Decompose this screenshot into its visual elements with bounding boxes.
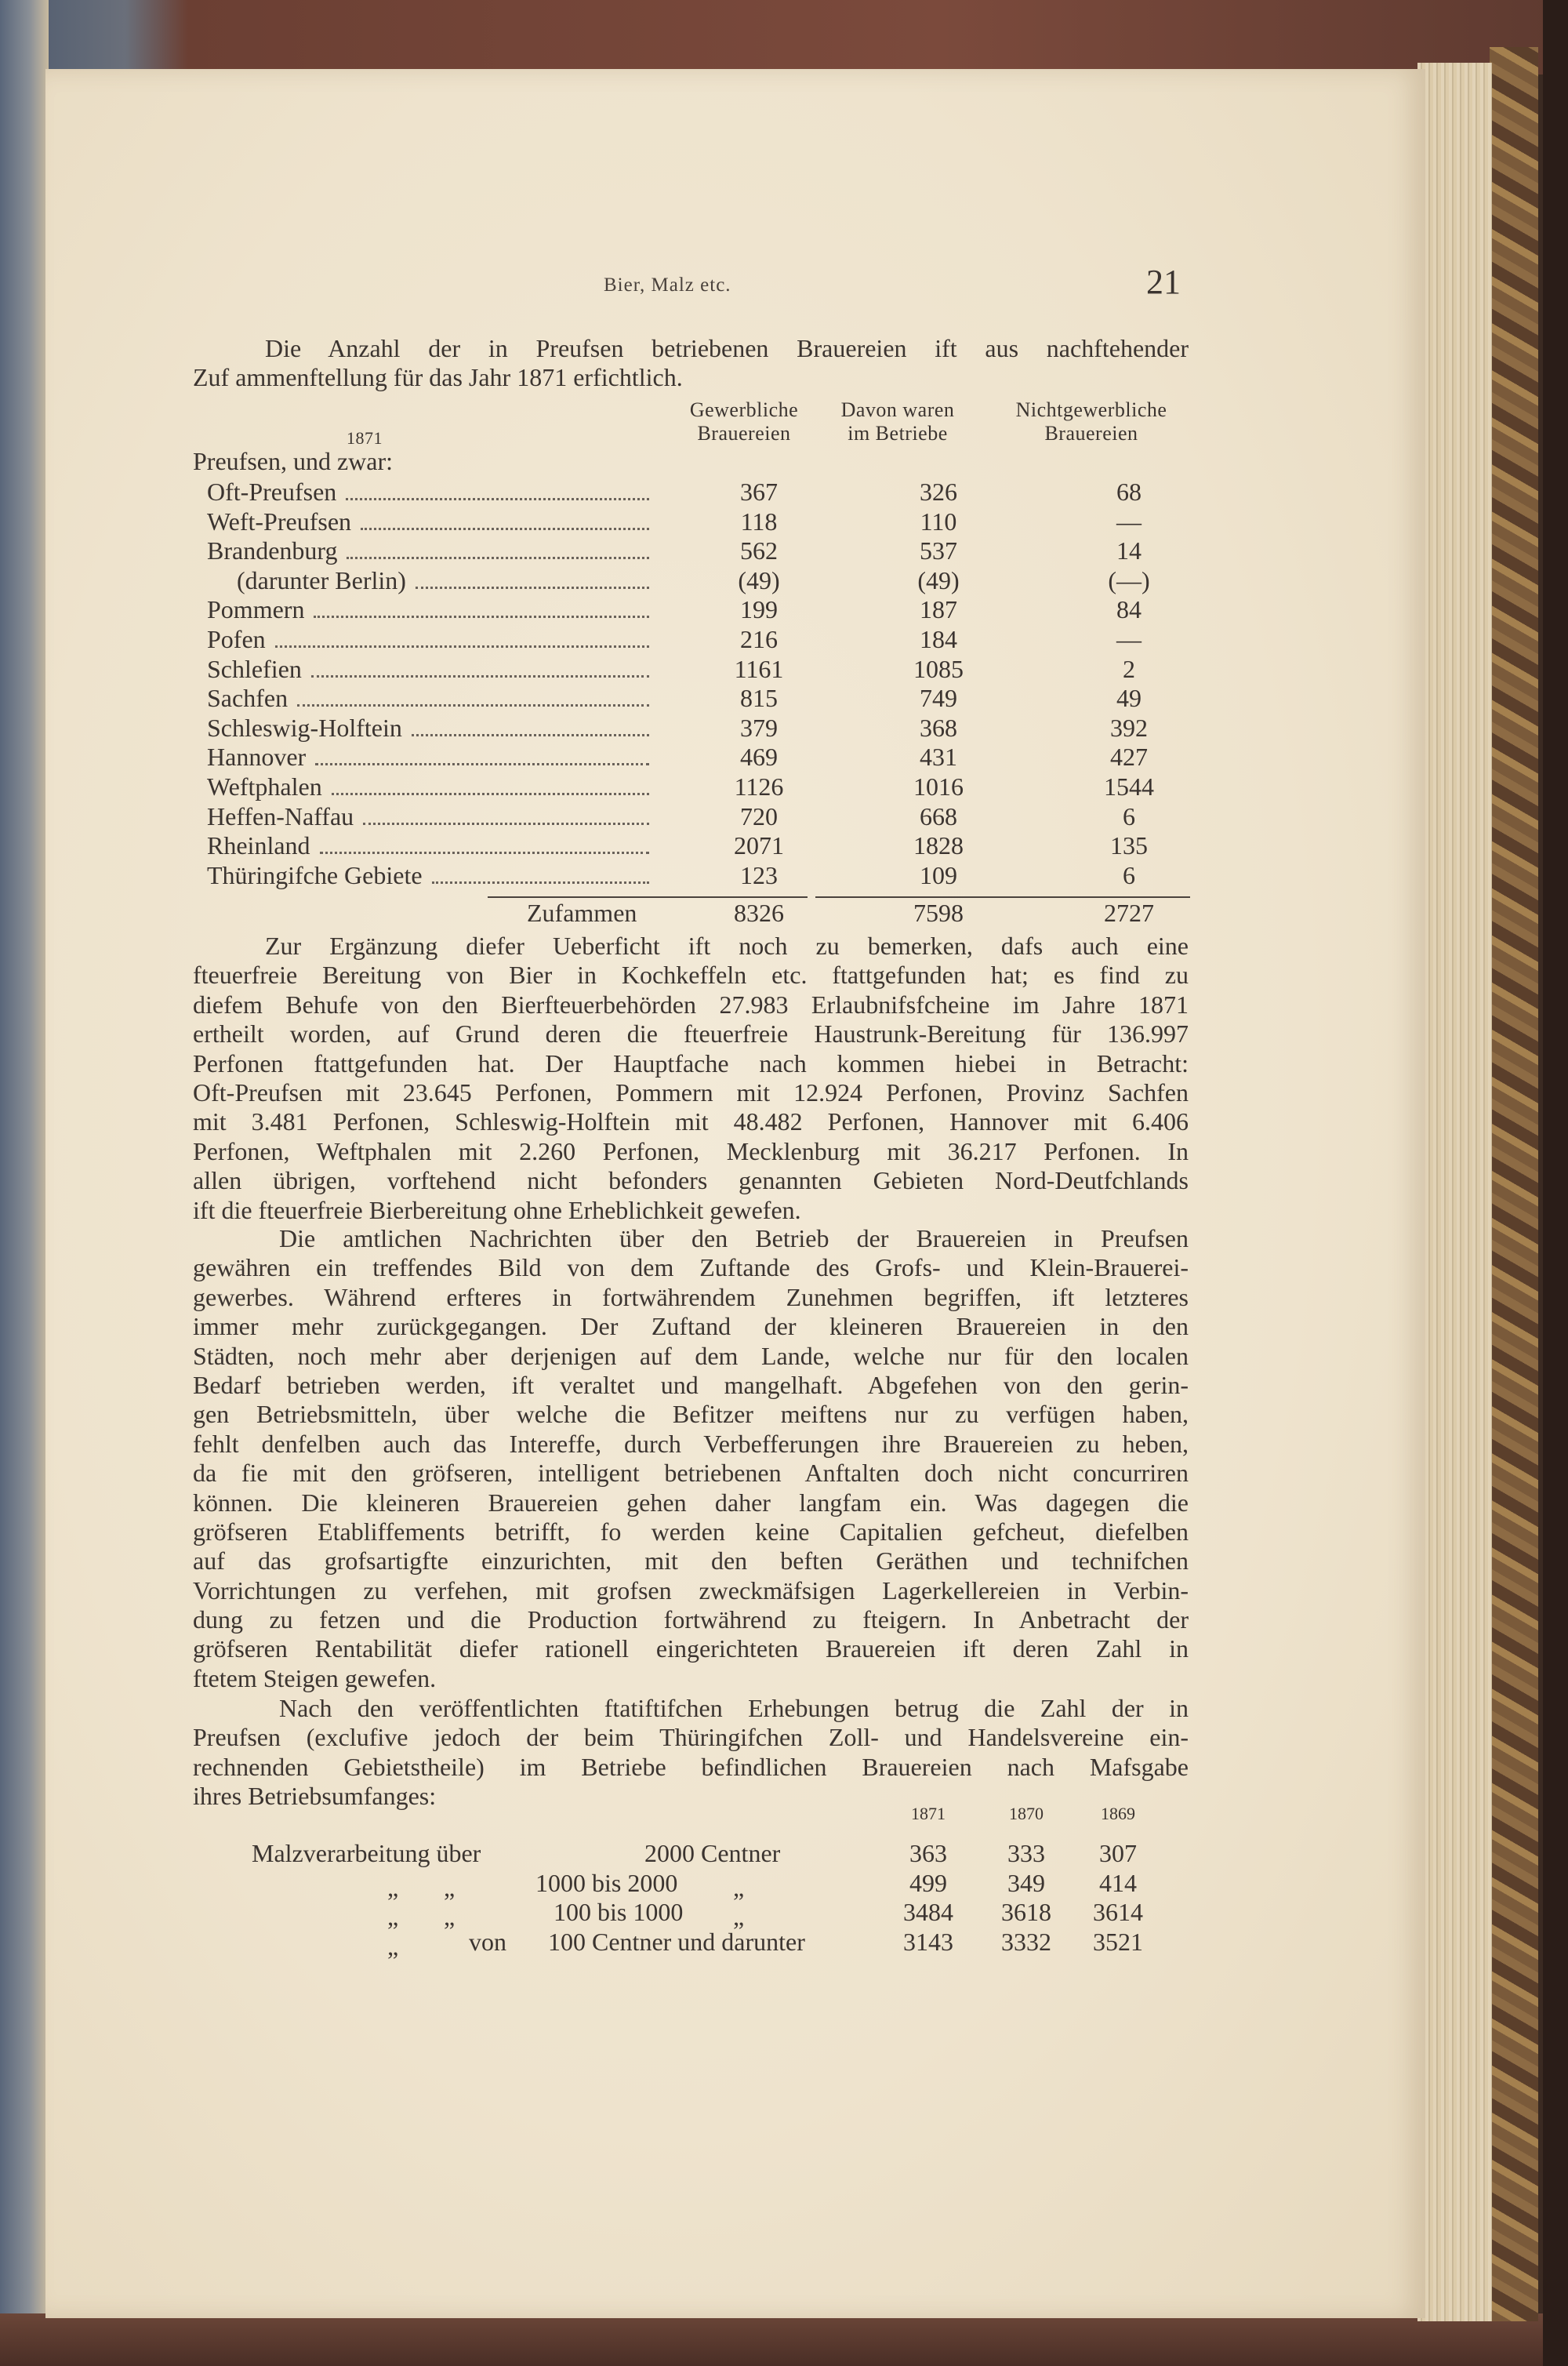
cell-value: 6 (1123, 860, 1135, 889)
cell-value: 392 (1110, 713, 1148, 742)
table-row (0, 1898, 1223, 1931)
text-line: gewerbes. Während erfteres in fortwährendem Zunehmen begriffen, ift letzteres (193, 1282, 1189, 1311)
ditto-mark: „ (444, 1873, 456, 1902)
ditto-mark: „ (733, 1903, 745, 1931)
text-line: Zuf ammenftellung für das Jahr 1871 erfichtlich. (193, 363, 683, 392)
cell-value: 3614 (1093, 1898, 1143, 1926)
cell-value: 3332 (1001, 1927, 1051, 1956)
table-row (0, 714, 1223, 743)
region-name: (darunter Berlin) (237, 565, 406, 594)
cell-value: (49) (917, 565, 960, 594)
year-header: 1871 (911, 1804, 946, 1823)
cell-value: 187 (920, 595, 957, 624)
region-name: Schlefien (207, 654, 302, 683)
leader-dots (314, 616, 649, 618)
book-cover-bottom (0, 2313, 1568, 2366)
region-name: Thüringifche Gebiete (207, 860, 423, 889)
text-line: Die amtlichen Nachrichten über den Betrieb der Brauereien in Preufsen (279, 1224, 1189, 1252)
cell-value: 3618 (1001, 1898, 1051, 1926)
text-line: allen übrigen, vorftehend nicht befonders genannten Gebieten Nord-Deutfchlands (193, 1166, 1189, 1195)
column-header-nichtgewerbliche: Nichtgewerbliche Brauereien (1015, 398, 1167, 445)
running-head: Bier, Malz etc. (604, 274, 731, 296)
region-name: Oft-Preufsen (207, 478, 337, 506)
table-row (0, 625, 1223, 654)
text-line: Nach den veröffentlichten ftatiftifchen Erhebungen betrug die Zahl der in (279, 1694, 1189, 1722)
cell-value: 110 (920, 507, 957, 536)
intro-paragraph (193, 334, 1189, 393)
region-name: Schleswig-Holftein (207, 713, 402, 742)
sum-rule (488, 896, 808, 898)
page-edges (1417, 63, 1492, 2321)
cell-value: — (1116, 507, 1142, 536)
cell-value: 1828 (913, 831, 964, 860)
region-name: Heffen-Naffau (207, 801, 354, 830)
leader-dots (363, 823, 649, 825)
total-value: 7598 (913, 899, 964, 927)
cell-value: 216 (740, 625, 778, 653)
cell-value: 2 (1123, 654, 1135, 683)
paragraph-amtliche-nachrichten (193, 1224, 1189, 1693)
year-header: 1870 (1009, 1804, 1044, 1823)
book-cover-left (0, 0, 49, 2366)
cell-value: 427 (1110, 743, 1148, 772)
ditto-mark: „ (387, 1873, 399, 1902)
marbled-cover-edge (1490, 47, 1538, 2321)
text-line: dung zu fetzen und die Production fortwährend zu fteigern. In Anbetracht der (193, 1605, 1189, 1634)
region-name: Pofen (207, 625, 266, 653)
size-range: 1000 bis 2000 (535, 1868, 678, 1897)
cell-value: (—) (1108, 565, 1150, 594)
cell-value: 1161 (734, 654, 784, 683)
sum-rule (815, 896, 1190, 898)
text-line: gröfseren Rentabilität diefer rationell eingerichteten Brauereien ift deren Zahl in (193, 1634, 1189, 1663)
text-line: Zur Ergänzung diefer Ueberficht ift noch zu bemerken, dafs auch eine (265, 932, 1189, 960)
table-row (0, 684, 1223, 713)
region-name: Weftphalen (207, 772, 322, 801)
cell-value: 1016 (913, 772, 964, 801)
text-line: ftetem Steigen gewefen. (193, 1663, 437, 1692)
table-row (0, 536, 1223, 565)
cell-value: 84 (1116, 595, 1142, 624)
text-line: gen Betriebsmitteln, über welche die Befitzer meiftens nur zu verfügen haben, (193, 1400, 1189, 1429)
text-line: Oft-Preufsen mit 23.645 Perfonen, Pommern mit 12.924 Perfonen, Provinz Sachfen (193, 1078, 1189, 1107)
size-range: 100 Centner und darunter (548, 1927, 805, 1956)
cell-value: 109 (920, 860, 957, 889)
table-row (0, 1839, 1223, 1868)
von-label: von (469, 1927, 506, 1956)
cell-value: 720 (740, 801, 778, 830)
cell-value: — (1116, 625, 1142, 653)
text-line: Perfonen ftattgefunden hat. Der Hauptfache nach kommen hiebei in Betracht: (193, 1049, 1189, 1078)
region-name: Brandenburg (207, 536, 338, 565)
book-cover-top (0, 0, 1568, 75)
cell-value: 199 (740, 595, 778, 624)
table-row (0, 743, 1223, 772)
row-lead: Malzverarbeitung über (252, 1839, 481, 1867)
cell-value: 6 (1123, 801, 1135, 830)
text-line: immer mehr zurückgegangen. Der Zuftand der kleineren Brauereien in den (193, 1312, 1189, 1341)
cell-value: 1544 (1104, 772, 1154, 801)
text-line: auf das grofsartigfte einzurichten, mit den beften Geräthen und technifchen (193, 1546, 1189, 1576)
page-number: 21 (1146, 263, 1181, 301)
text-line: da fie mit den gröfseren, intelligent betriebenen Anftalten doch nicht concurriren (193, 1459, 1189, 1488)
cell-value: 368 (920, 713, 957, 742)
text-line: Vorrichtungen zu verfehen, mit grofsen zweckmäfsigen Lagerkellereien in Verbin- (193, 1576, 1189, 1605)
column-header-gewerbliche: Gewerbliche Brauereien (689, 398, 799, 445)
region-name: Sachfen (207, 684, 289, 713)
leader-dots (311, 675, 649, 678)
leader-dots (361, 528, 649, 530)
total-label: Zufammen (527, 899, 637, 927)
ditto-mark: „ (733, 1873, 745, 1902)
table-row (0, 478, 1223, 507)
table-row (0, 772, 1223, 801)
cell-value: (49) (738, 565, 780, 594)
leader-dots (315, 763, 649, 765)
table-row (0, 1927, 1223, 1961)
cell-value: 307 (1099, 1839, 1137, 1867)
text-line: rechnenden Gebietstheile) im Betriebe befindlichen Brauereien nach Mafsgabe (193, 1752, 1189, 1781)
cell-value: 123 (740, 860, 778, 889)
cell-value: 3484 (903, 1898, 953, 1926)
text-line: ertheilt worden, auf Grund deren die fteuerfreie Haustrunk-Bereitung für 136.997 (193, 1019, 1189, 1049)
table1-total-row (0, 899, 1223, 928)
region-name: Weft-Preufsen (207, 507, 352, 536)
text-line: gröfseren Etabliffements betrifft, fo werden keine Capitalien gefcheut, diefelben (193, 1517, 1189, 1546)
cell-value: 14 (1116, 536, 1142, 565)
size-range: 100 bis 1000 (554, 1898, 684, 1926)
cell-value: 469 (740, 743, 778, 772)
cell-value: 414 (1099, 1868, 1137, 1897)
cell-value: 499 (909, 1868, 947, 1897)
text-line: mit 3.481 Perfonen, Schleswig-Holftein mit 48.482 Perfonen, Hannover mit 6.406 (193, 1107, 1189, 1136)
cell-value: 326 (920, 478, 957, 506)
table-row (0, 1868, 1223, 1902)
text-line: gewähren ein treffendes Bild von dem Zuftande des Grofs- und Klein-Brauerei- (193, 1253, 1189, 1282)
text-line: fehlt denfelben auch das Intereffe, durch Verbefferungen ihre Brauereien zu heben, (193, 1429, 1189, 1458)
text-line: diefem Behufe von den Bierfteuerbehörden 27.983 Erlaubnifsfcheine im Jahre 1871 (193, 990, 1189, 1019)
cell-value: 749 (920, 684, 957, 713)
table1-group-label: Preufsen, und zwar: (193, 447, 394, 475)
leader-dots (275, 645, 649, 648)
ditto-mark: „ (387, 1932, 399, 1961)
text-line: Städten, noch mehr aber derjenigen auf dem Lande, welche nur für den localen (193, 1341, 1189, 1370)
leader-dots (416, 587, 649, 589)
text-line: Preufsen (exclufive jedoch der beim Thüringifchen Zoll- und Handelsvereine ein- (193, 1723, 1189, 1752)
text-line: Bedarf betrieben werden, ift veraltet und mangelhaft. Abgefehen von den gerin- (193, 1370, 1189, 1399)
text-line: ift die fteuerfreie Bierbereitung ohne Erheblichkeit gewefen. (193, 1195, 801, 1224)
cell-value: 562 (740, 536, 778, 565)
cell-value: 815 (740, 684, 778, 713)
region-name: Hannover (207, 743, 307, 772)
text-line: Die Anzahl der in Preufsen betriebenen Brauereien ift aus nachftehender (265, 334, 1189, 362)
leader-dots (320, 852, 649, 854)
cell-value: 3143 (903, 1927, 953, 1956)
cell-value: 367 (740, 478, 778, 506)
region-name: Rheinland (207, 831, 310, 860)
year-header: 1869 (1101, 1804, 1135, 1823)
total-value: 2727 (1104, 899, 1154, 927)
cell-value: 1126 (734, 772, 784, 801)
leader-dots (332, 793, 649, 795)
ditto-mark: „ (444, 1903, 456, 1931)
table-row (0, 861, 1223, 890)
cell-value: 349 (1007, 1868, 1045, 1897)
cell-value: 68 (1116, 478, 1142, 506)
cell-value: 1085 (913, 654, 964, 683)
table-row (0, 831, 1223, 860)
table1-year-label: 1871 (347, 428, 383, 448)
cell-value: 49 (1116, 684, 1142, 713)
cell-value: 3521 (1093, 1927, 1143, 1956)
leader-dots (412, 734, 649, 736)
cell-value: 118 (740, 507, 778, 536)
column-header-im-betriebe: Davon waren im Betriebe (840, 398, 955, 445)
text-line: Perfonen, Weftphalen mit 2.260 Perfonen, Mecklenburg mit 36.217 Perfonen. In (193, 1136, 1189, 1165)
paragraph-steuerfreie-bereitung (193, 932, 1189, 1225)
cell-value: 2071 (734, 831, 784, 860)
cell-value: 379 (740, 713, 778, 742)
table-row (0, 595, 1223, 624)
ditto-mark: „ (387, 1903, 399, 1931)
cell-value: 333 (1007, 1839, 1045, 1867)
region-name: Pommern (207, 595, 305, 624)
leader-dots (346, 498, 649, 500)
cell-value: 537 (920, 536, 957, 565)
text-line: können. Die kleineren Brauereien gehen daher langfam ein. Was dagegen die (193, 1488, 1189, 1517)
cell-value: 363 (909, 1839, 947, 1867)
table-row (0, 507, 1223, 536)
cell-value: 668 (920, 801, 957, 830)
cell-value: 431 (920, 743, 957, 772)
size-range: 2000 Centner (644, 1839, 781, 1867)
table-row (0, 655, 1223, 684)
table-row (0, 566, 1223, 595)
leader-dots (432, 881, 649, 884)
text-line: fteuerfreie Bereitung von Bier in Kochkeffeln etc. ftattgefunden hat; es find zu (193, 961, 1189, 990)
total-value: 8326 (734, 899, 784, 927)
text-line: ihres Betriebsumfanges: (193, 1782, 437, 1811)
leader-dots (347, 557, 649, 559)
leader-dots (297, 704, 649, 707)
cell-value: 135 (1110, 831, 1148, 860)
background-edge (1543, 0, 1568, 2366)
paragraph-statistische-erhebungen (193, 1694, 1189, 1812)
table-row (0, 802, 1223, 831)
cell-value: 184 (920, 625, 957, 653)
